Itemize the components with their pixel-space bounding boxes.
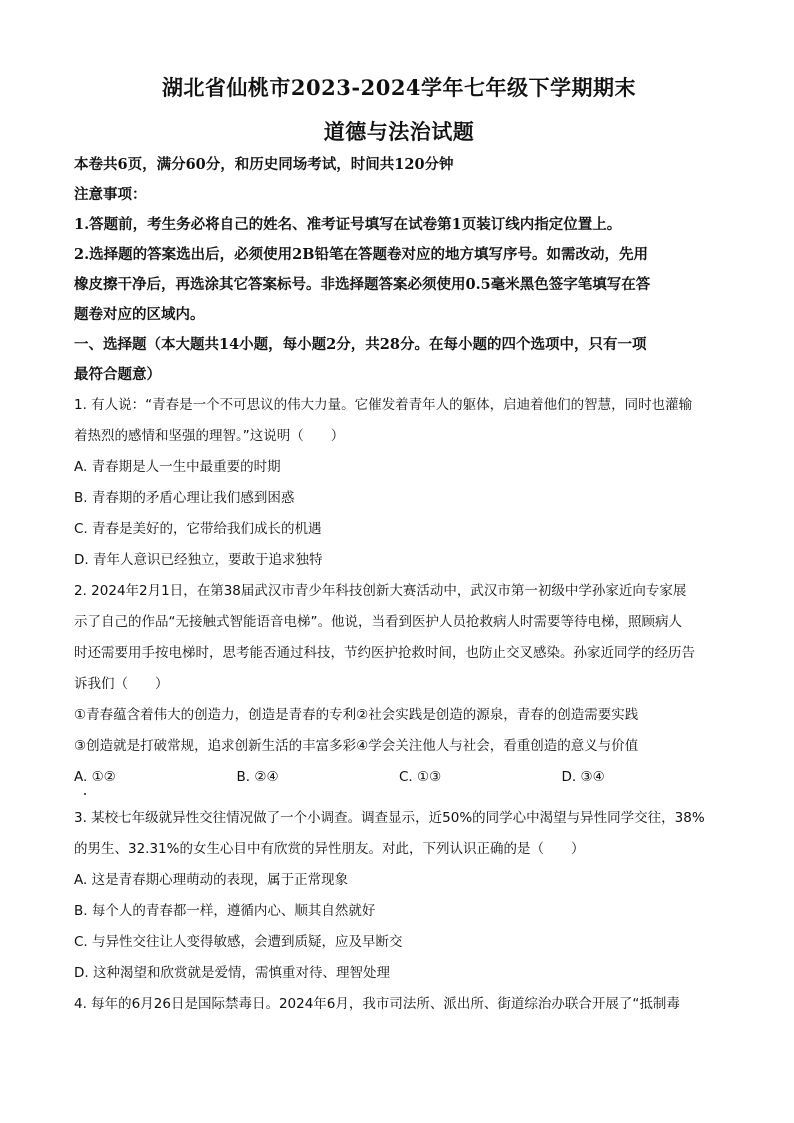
question-1-option-a: A. 青春期是人一生中最重要的时期 — [74, 459, 281, 475]
question-1-stem-line-2: 着热烈的感情和坚强的理智。”这说明（ ） — [74, 428, 345, 444]
question-2-stem-line-2: 示了自己的作品“无接触式智能语音电梯”。他说，当看到医护人员抢救病人时需要等待电梯，照顾病人 — [74, 614, 682, 630]
exam-title: 湖北省仙桃市2023-2024学年七年级下学期期末 — [161, 75, 637, 100]
question-2-statements-line-2: ③创造就是打破常规，追求创新生活的丰富多彩④学会关注他人与社会，看重创造的意义与价值 — [74, 738, 639, 754]
notice-item-2-line-2: 橡皮擦干净后，再选涂其它答案标号。非选择题答案必须使用0.5毫米黑色签字笔填写在答 — [74, 276, 651, 293]
exam-info: 本卷共6页，满分60分，和历史同场考试，时间共120分钟 — [74, 156, 454, 173]
exam-subject-title: 道德与法治试题 — [323, 119, 475, 144]
question-2-statements-line-1: ①青春蕴含着伟大的创造力，创造是青春的专利②社会实践是创造的源泉，青春的创造需要实践 — [74, 707, 639, 723]
question-1-option-d: D. 青年人意识已经独立，要敢于追求独特 — [74, 552, 323, 568]
question-3-option-d: D. 这种渴望和欣赏就是爱情，需慎重对待、理智处理 — [74, 965, 390, 981]
question-3-stem-line-1: 3. 某校七年级就异性交往情况做了一个小调查。调查显示，近50%的同学心中渴望与异性同学交往，38% — [74, 810, 705, 826]
question-1-option-c: C. 青春是美好的，它带给我们成长的机遇 — [74, 521, 322, 537]
question-4-stem-line-1: 4. 每年的6月26日是国际禁毒日。2024年6月，我市司法所、派出所、街道综治办联合开展了“抵制毒 — [74, 996, 680, 1012]
notice-item-2-line-1: 2.选择题的答案选出后，必须使用2B铅笔在答题卷对应的地方填写序号。如需改动，先用 — [74, 246, 648, 263]
question-1-stem-line-1: 1. 有人说：“青春是一个不可思议的伟大力量。它催发着青年人的躯体，启迪着他们的智慧，同时也灌输 — [74, 397, 693, 413]
question-2-option-a: A. ①② — [74, 769, 116, 785]
section-heading-line-2: 最符合题意） — [74, 366, 161, 383]
notice-heading: 注意事项： — [74, 186, 147, 203]
question-2-options — [74, 762, 724, 793]
question-3-option-b: B. 每个人的青春都一样，遵循内心、顺其自然就好 — [74, 903, 376, 919]
question-2-option-b: B. ②④ — [236, 769, 279, 785]
question-3-stem-line-2: 的男生、32.31%的女生心目中有欣赏的异性朋友。对此，下列认识正确的是（ ） — [74, 841, 585, 857]
question-2-stem-line-4: 诉我们（ ） — [74, 676, 169, 692]
question-2-stem-line-1: 2. 2024年2月1日，在第38届武汉市青少年科技创新大赛活动中，武汉市第一初级中学孙家近向专家展 — [74, 583, 687, 599]
question-3-option-c: C. 与异性交往让人变得敏感，会遭到质疑，应及早断交 — [74, 934, 403, 950]
notice-item-2-line-3: 题卷对应的区域内。 — [74, 306, 205, 323]
question-1-option-b: B. 青春期的矛盾心理让我们感到困惑 — [74, 490, 295, 506]
question-3-option-a: A. 这是青春期心理萌动的表现，属于正常现象 — [74, 872, 349, 888]
section-heading-line-1: 一、选择题（本大题共14小题，每小题2分，共28分。在每小题的四个选项中，只有一项 — [74, 336, 647, 353]
notice-item-1: 1.答题前，考生务必将自己的姓名、准考证号填写在试卷第1页装订线内指定位置上。 — [74, 216, 622, 233]
question-2-stem-line-3: 时还需要用手按电梯时，思考能否通过科技，节约医护抢救时间，也防止交叉感染。孙家近同学的经历告 — [74, 645, 695, 661]
question-2-option-d: D. ③④ — [561, 769, 605, 785]
question-2-option-c: C. ①③ — [399, 769, 442, 785]
stray-dot-mark — [74, 793, 724, 803]
